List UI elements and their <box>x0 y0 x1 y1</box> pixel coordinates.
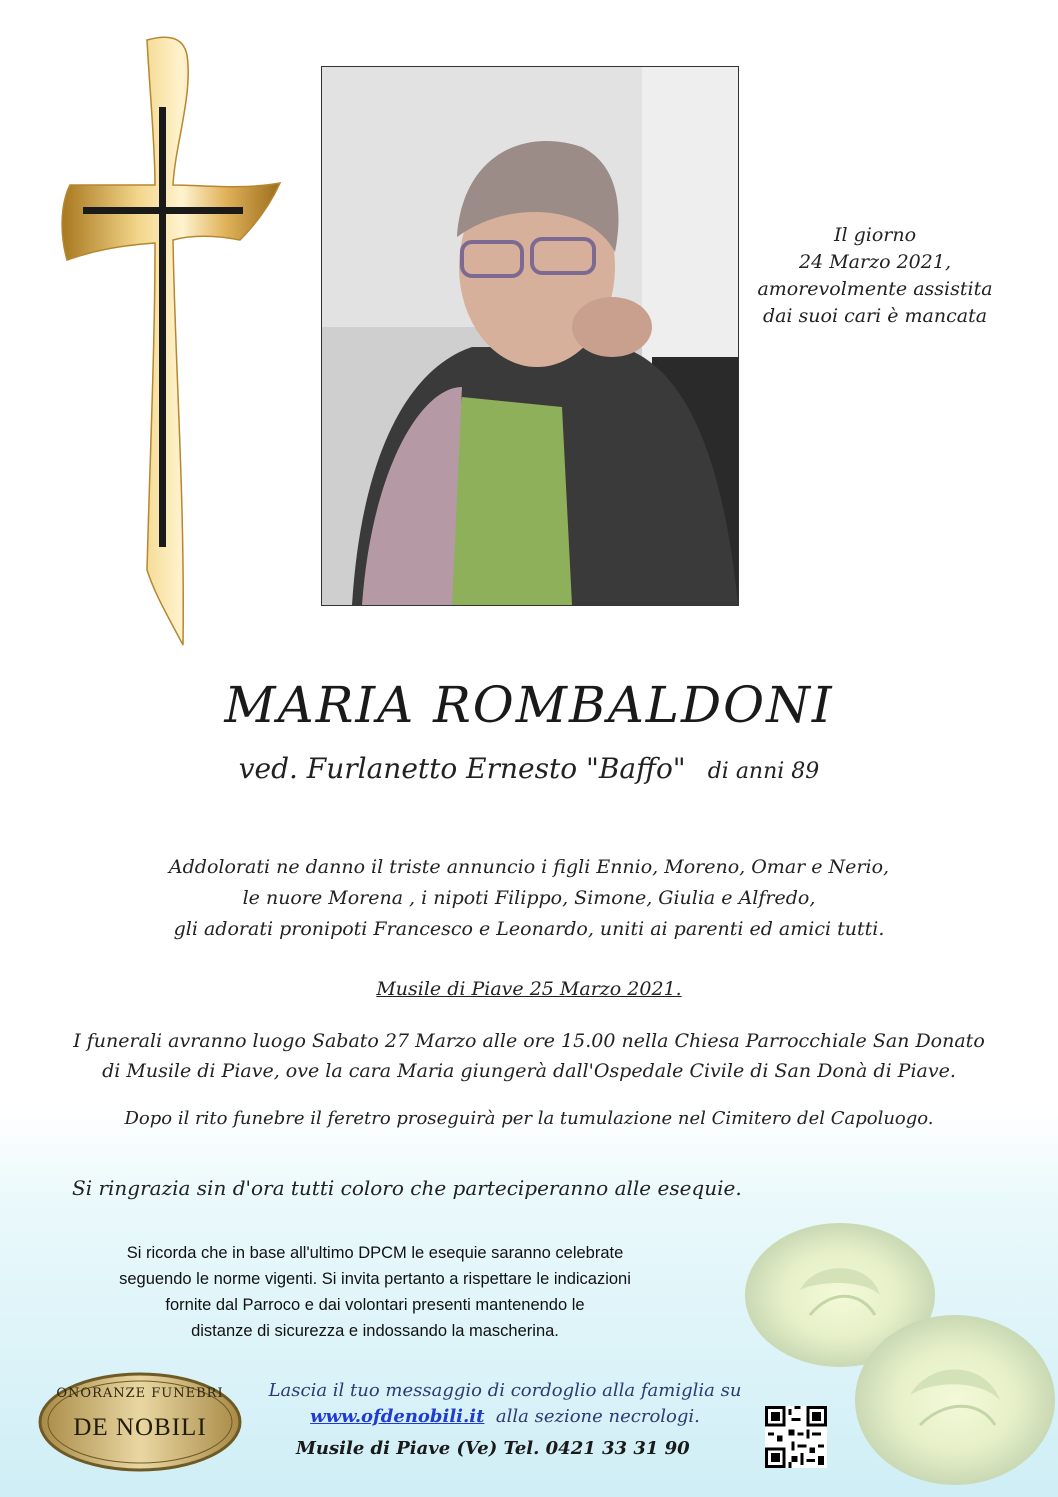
deceased-name: MARIA ROMBALDONI <box>224 676 834 734</box>
contact-info: Musile di Piave (Ve) Tel. 0421 33 31 90 <box>296 1438 690 1459</box>
funeral-line: I funerali avranno luogo Sabato 27 Marzo alle ore 15.00 nella Chiesa Parrocchiale San Donato <box>73 1030 985 1052</box>
logo-text-top: ONORANZE FUNEBRI <box>56 1386 224 1401</box>
covid-line: distanze di sicurezza e indossando la mascherina. <box>191 1322 559 1340</box>
date-note <box>745 222 1005 330</box>
logo-text-main: DE NOBILI <box>73 1414 207 1441</box>
announcement <box>60 852 998 945</box>
announcement-line: Addolorati ne danno il triste annuncio i figli Ennio, Moreno, Omar e Nerio, <box>168 856 890 878</box>
covid-line: seguendo le norme vigenti. Si invita pertanto a rispettare le indicazioni <box>119 1270 631 1288</box>
deceased-subtitle <box>0 752 1058 785</box>
qr-code-icon[interactable] <box>765 1406 827 1468</box>
date-note-line: dai suoi cari è mancata <box>762 305 988 327</box>
funeral-info <box>40 1026 1018 1086</box>
funeral-home-logo <box>38 1372 242 1472</box>
message-line: Lascia il tuo messaggio di cordoglio alla famiglia su <box>268 1380 742 1401</box>
message-line: alla sezione necrologi. <box>495 1406 700 1427</box>
cross-icon <box>55 35 285 655</box>
announcement-line: gli adorati pronipoti Francesco e Leonardo, uniti ai parenti ed amici tutti. <box>173 918 885 940</box>
age: di anni 89 <box>707 759 820 784</box>
announcement-line: le nuore Morena , i nipoti Filippo, Simone, Giulia e Alfredo, <box>242 887 816 909</box>
covid-notice <box>30 1240 720 1344</box>
covid-line: Si ricorda che in base all'ultimo DPCM le esequie saranno celebrate <box>126 1244 624 1262</box>
date-note-line: Il giorno <box>833 224 917 246</box>
funeral-line: di Musile di Piave, ove la cara Maria giungerà dall'Ospedale Civile di San Donà di Piave. <box>102 1060 956 1082</box>
date-note-line: amorevolmente assistita <box>757 278 993 300</box>
place-date: Musile di Piave 25 Marzo 2021. <box>376 978 682 1000</box>
website-link[interactable]: www.ofdenobili.it <box>310 1406 485 1427</box>
deceased-photo <box>321 66 739 606</box>
covid-line: fornite dal Parroco e dai volontari presenti mantenendo le <box>165 1296 585 1314</box>
thanks-note: Si ringrazia sin d'ora tutti coloro che parteciperanno alle esequie. <box>72 1176 742 1200</box>
condolence-message <box>250 1378 760 1430</box>
date-note-line: 24 Marzo 2021, <box>799 251 951 273</box>
burial-info: Dopo il rito funebre il feretro proseguirà per la tumulazione nel Cimitero del Capoluogo. <box>124 1108 934 1129</box>
widow-of: ved. Furlanetto Ernesto "Baffo" <box>238 752 686 785</box>
